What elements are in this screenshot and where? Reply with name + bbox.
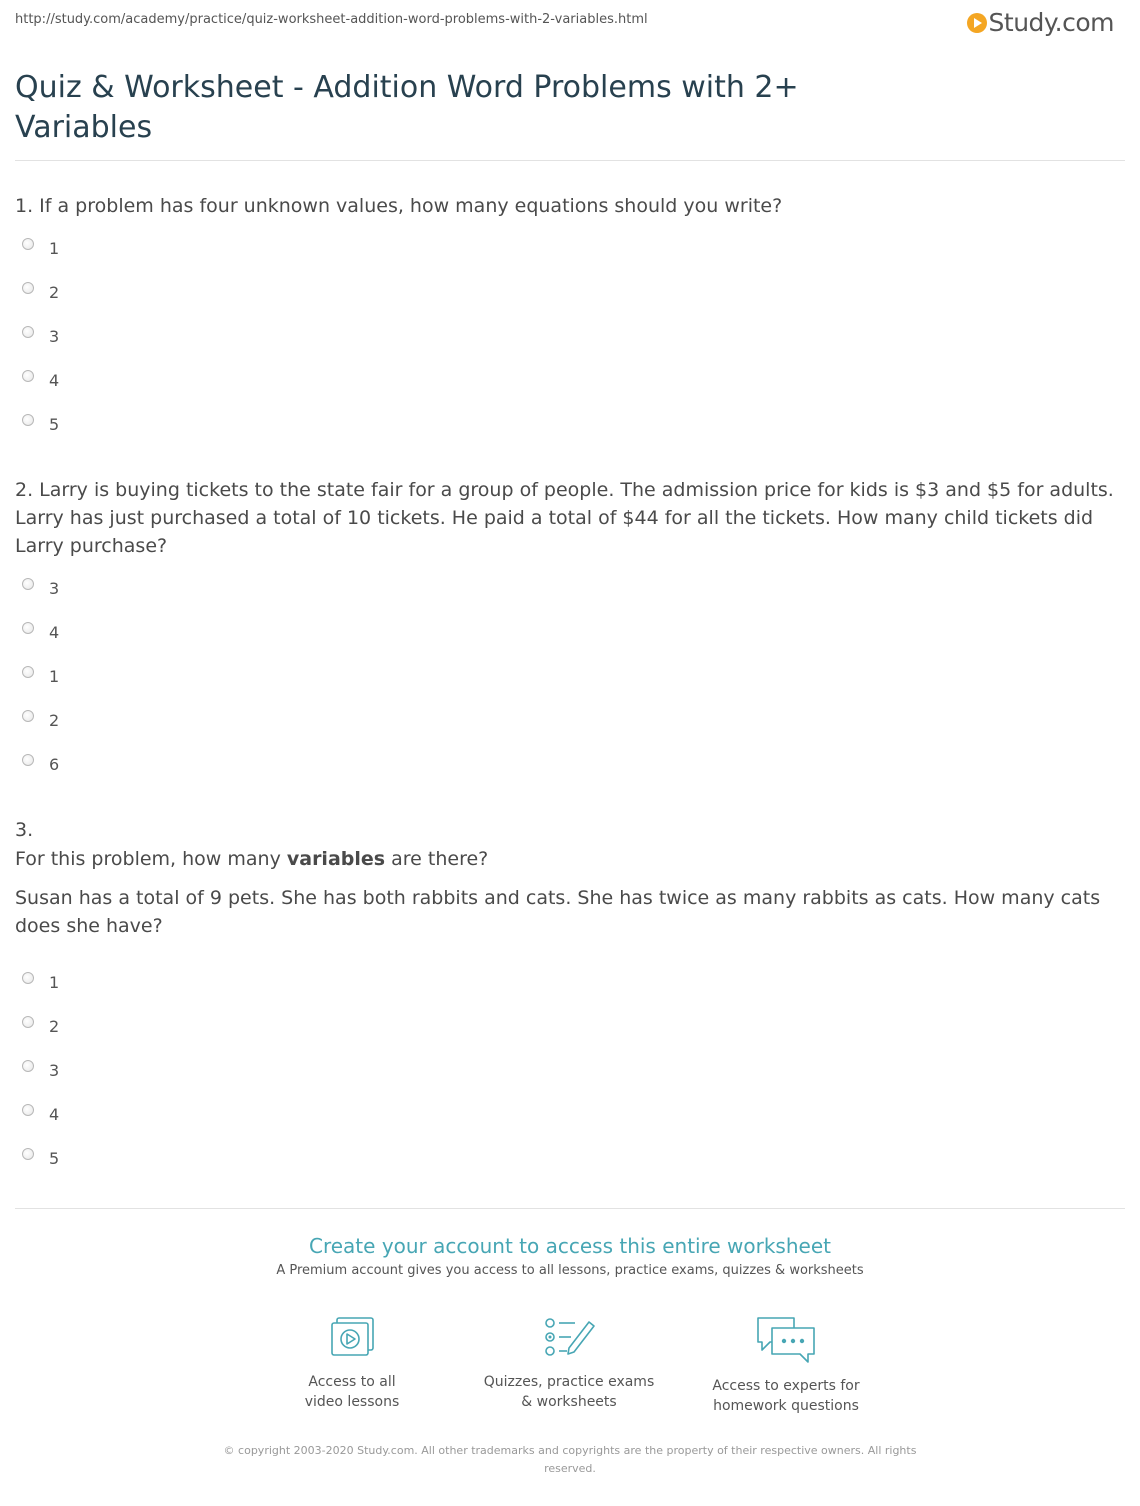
answer-option[interactable] (22, 402, 59, 446)
option-label: 1 (49, 238, 60, 258)
prompt-text: For this problem, how many (15, 848, 287, 870)
answer-option[interactable] (22, 566, 59, 610)
radio-button[interactable] (22, 414, 34, 426)
option-label: 5 (49, 414, 60, 434)
answer-option[interactable] (22, 314, 59, 358)
option-label: 4 (49, 370, 60, 390)
answer-option[interactable] (22, 226, 59, 270)
question-2-text: 2. Larry is buying tickets to the state fair for a group of people. The admission price for kids is $3 and $5 for adults. Larry has just purchased a total of 10 tickets. He paid a total of $44 for all the tickets. How many child tickets did Larry purchase? (15, 479, 1114, 557)
radio-button[interactable] (22, 282, 34, 294)
option-label: 2 (49, 710, 60, 730)
question-3-body: Susan has a total of 9 pets. She has both rabbits and cats. She has twice as many rabbits as cats. How many cats does she have? (15, 887, 1101, 937)
feature-video-lessons (262, 1314, 442, 1412)
answer-option[interactable] (22, 358, 59, 402)
cta-subtitle: A Premium account gives you access to all lessons, practice exams, quizzes & worksheets (276, 1263, 864, 1278)
answer-option[interactable] (22, 610, 59, 654)
answer-option[interactable] (22, 742, 59, 786)
radio-button[interactable] (22, 972, 34, 984)
prompt-text: are there? (385, 848, 489, 870)
answer-option[interactable] (22, 654, 59, 698)
radio-button[interactable] (22, 370, 34, 382)
radio-button[interactable] (22, 238, 34, 250)
feature-quizzes (479, 1314, 659, 1412)
chat-bubbles-icon (754, 1314, 818, 1364)
option-label: 1 (49, 972, 60, 992)
cta-title[interactable]: Create your account to access this entire worksheet (309, 1234, 831, 1258)
divider (15, 160, 1125, 161)
copyright-text: © copyright 2003-2020 Study.com. All other trademarks and copyrights are the property of their respective owners. All rights reserved. (223, 1444, 917, 1475)
page-title: Quiz & Worksheet - Addition Word Problems with 2+ Variables (15, 70, 799, 145)
radio-button[interactable] (22, 754, 34, 766)
option-label: 2 (49, 282, 60, 302)
answer-option[interactable] (22, 1048, 59, 1092)
answer-option[interactable] (22, 1136, 59, 1180)
option-label: 6 (49, 754, 60, 774)
option-label: 3 (49, 578, 60, 598)
answer-option[interactable] (22, 1004, 59, 1048)
option-label: 4 (49, 622, 60, 642)
radio-button[interactable] (22, 1148, 34, 1160)
radio-button[interactable] (22, 1104, 34, 1116)
feature-label: Access to experts for homework questions (712, 1378, 860, 1414)
divider (15, 1208, 1125, 1209)
feature-label: Quizzes, practice exams & worksheets (483, 1374, 655, 1410)
radio-button[interactable] (22, 666, 34, 678)
radio-button[interactable] (22, 710, 34, 722)
radio-button[interactable] (22, 578, 34, 590)
radio-button[interactable] (22, 1060, 34, 1072)
option-label: 5 (49, 1148, 60, 1168)
video-lessons-icon (324, 1314, 380, 1360)
option-label: 1 (49, 666, 60, 686)
study-logo[interactable] (967, 8, 1114, 37)
play-circle-icon (967, 13, 987, 33)
option-label: 3 (49, 326, 60, 346)
prompt-keyword: variables (286, 848, 386, 870)
radio-button[interactable] (22, 326, 34, 338)
page-url: http://study.com/academy/practice/quiz-worksheet-addition-word-problems-with-2-variables.html (15, 12, 648, 27)
radio-button[interactable] (22, 1016, 34, 1028)
answer-option[interactable] (22, 960, 59, 1004)
answer-option[interactable] (22, 270, 59, 314)
option-label: 2 (49, 1016, 60, 1036)
radio-button[interactable] (22, 622, 34, 634)
question-3-options (22, 960, 59, 1180)
quiz-checklist-icon (541, 1314, 597, 1360)
question-2-options (22, 566, 59, 786)
question-3-number: 3. (15, 819, 34, 841)
logo-text: Study.com (988, 8, 1114, 37)
question-1-options (22, 226, 59, 446)
option-label: 3 (49, 1060, 60, 1080)
question-1-text: 1. If a problem has four unknown values, how many equations should you write? (15, 195, 783, 217)
answer-option[interactable] (22, 1092, 59, 1136)
answer-option[interactable] (22, 698, 59, 742)
question-3-prompt (15, 845, 1125, 873)
option-label: 4 (49, 1104, 60, 1124)
feature-experts (696, 1314, 876, 1416)
feature-label: Access to all video lessons (304, 1374, 400, 1410)
